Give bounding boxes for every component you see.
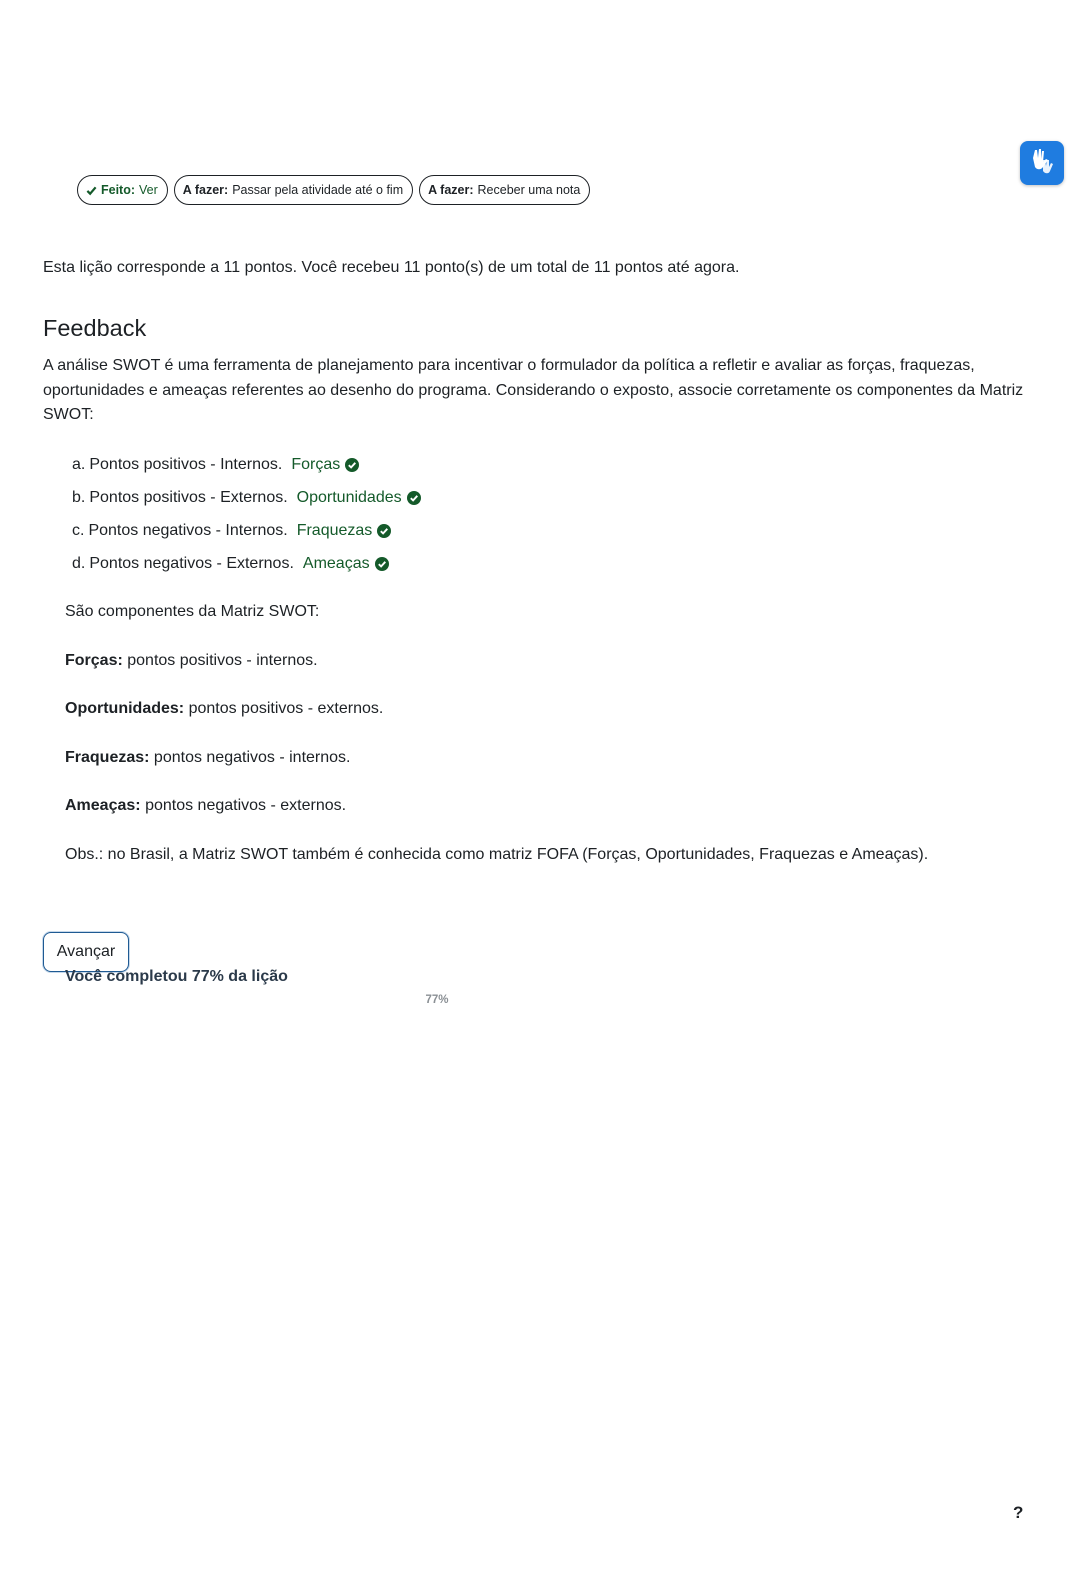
answer-prompt: Pontos negativos - Internos. — [88, 521, 288, 539]
answer-list — [72, 448, 421, 580]
advance-button[interactable]: Avançar — [43, 932, 129, 972]
answer-value: Oportunidades — [296, 488, 402, 506]
completion-chip-todo-finish — [174, 175, 413, 205]
correct-check-icon — [375, 557, 389, 571]
answer-prompt: Pontos positivos - Externos. — [89, 488, 288, 506]
general-feedback — [65, 603, 928, 894]
question-text: A análise SWOT é uma ferramenta de planejamento para incentivar o formulador da política a refletir e avaliar as forças, fraquezas, oportunidades e ameaças referentes ao desenho do programa. Considerando o exposto, associe corretamente os componentes da Matriz SWOT: — [43, 357, 1024, 423]
answer-row — [72, 514, 421, 547]
answer-row — [72, 547, 421, 580]
answer-value: Fraquezas — [296, 521, 373, 539]
answer-row — [72, 448, 421, 481]
swot-term: Oportunidades: — [65, 700, 185, 717]
completion-text: Receber uma nota — [477, 183, 581, 197]
swot-desc: pontos positivos - internos. — [127, 651, 318, 669]
answer-prompt: Pontos negativos - Externos. — [89, 554, 294, 572]
swot-desc: pontos positivos - externos. — [188, 700, 384, 717]
help-button[interactable]: ? — [1013, 1503, 1024, 1522]
completion-text: Passar pela atividade até o fim — [232, 183, 404, 197]
sign-language-icon — [1027, 146, 1057, 181]
answer-value: Ameaças — [302, 554, 370, 572]
feedback-title: Feedback — [43, 315, 147, 341]
lesson-progress-bar — [65, 993, 809, 1009]
activity-completion — [77, 175, 590, 205]
completion-chip-todo-grade — [419, 175, 590, 205]
swot-term: Ameaças: — [65, 797, 141, 814]
swot-obs: Obs.: no Brasil, a Matriz SWOT também é conhecida como matriz FOFA (Forças, Oportunidades, Fraquezas e Ameaças). — [65, 845, 929, 863]
answer-prompt: Pontos positivos - Internos. — [89, 455, 283, 473]
swot-item — [65, 797, 928, 846]
swot-desc: pontos negativos - externos. — [145, 797, 347, 814]
swot-term: Fraquezas: — [65, 748, 150, 766]
progress-percent: 77% — [425, 994, 449, 1006]
answer-letter: d. — [72, 554, 86, 572]
completion-text: Ver — [139, 183, 158, 197]
answer-value: Forças — [291, 455, 341, 473]
answer-letter: a. — [72, 455, 86, 473]
general-feedback-intro: São componentes da Matriz SWOT: — [65, 603, 320, 620]
swot-term: Forças: — [65, 651, 123, 669]
completion-chip-done-view — [77, 175, 168, 205]
answer-row — [72, 481, 421, 514]
completion-status: A fazer: — [182, 183, 229, 197]
correct-check-icon — [407, 491, 421, 505]
accessibility-vlibras-button[interactable] — [1020, 141, 1064, 185]
check-icon — [86, 185, 97, 196]
correct-check-icon — [377, 524, 391, 538]
completion-status: Feito: — [101, 183, 136, 197]
swot-item — [65, 700, 928, 749]
answer-letter: c. — [72, 521, 85, 539]
answer-letter: b. — [72, 488, 86, 506]
lesson-points-text: Esta lição corresponde a 11 pontos. Você recebeu 11 ponto(s) de um total de 11 pontos até agora. — [43, 259, 740, 276]
swot-desc: pontos negativos - internos. — [153, 748, 351, 766]
swot-item — [65, 652, 928, 701]
progress-label: Você completou 77% da lição — [65, 968, 288, 985]
completion-status: A fazer: — [428, 183, 474, 197]
correct-check-icon — [345, 458, 359, 472]
swot-item — [65, 749, 928, 798]
